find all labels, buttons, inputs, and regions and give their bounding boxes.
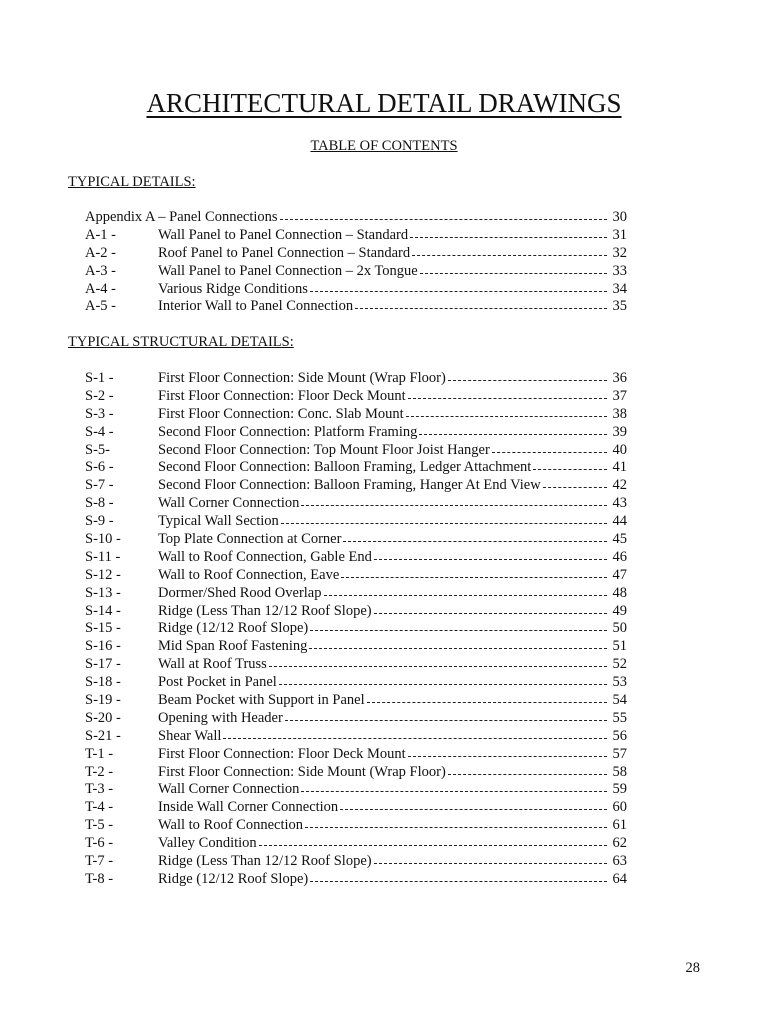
toc-entry xyxy=(85,674,627,692)
dotted-leader xyxy=(406,416,607,417)
table-of-contents-heading: TABLE OF CONTENTS xyxy=(310,138,458,154)
toc-entry-title: Opening with Header xyxy=(158,709,283,726)
toc-entry-page: 59 xyxy=(612,781,627,798)
toc-entry-title: Shear Wall xyxy=(158,727,222,744)
toc-entry-code: S-6 - xyxy=(85,459,114,476)
section-heading-typical-details: TYPICAL DETAILS: xyxy=(68,174,196,190)
dotted-leader xyxy=(223,738,607,739)
toc-entry-title: First Floor Connection: Side Mount (Wrap Floor) xyxy=(158,763,446,780)
toc-entry xyxy=(85,406,627,424)
dotted-leader xyxy=(408,398,607,399)
toc-entry xyxy=(85,853,627,871)
dotted-leader xyxy=(301,505,607,506)
toc-entry-page: 56 xyxy=(612,727,627,744)
dotted-leader xyxy=(374,559,607,560)
toc-entry-title: Ridge (Less Than 12/12 Roof Slope) xyxy=(158,853,372,870)
dotted-leader xyxy=(280,219,607,220)
toc-entry-title: First Floor Connection: Floor Deck Mount xyxy=(158,387,406,404)
toc-entry-page: 35 xyxy=(612,298,627,315)
toc-entry-code: T-7 - xyxy=(85,853,114,870)
toc-entry-page: 44 xyxy=(612,513,627,530)
toc-entry-code: A-1 - xyxy=(85,226,117,243)
toc-entry-code: T-5 - xyxy=(85,817,114,834)
toc-entry-code: A-5 - xyxy=(85,298,117,315)
toc-entry-title: Second Floor Connection: Platform Framing xyxy=(158,423,418,440)
toc-entry xyxy=(85,549,627,567)
toc-entry-title: Roof Panel to Panel Connection – Standard xyxy=(158,244,411,261)
toc-entry xyxy=(85,603,627,621)
toc-entry xyxy=(85,656,627,674)
toc-entry-page: 32 xyxy=(612,244,627,261)
toc-entry-code: S-11 - xyxy=(85,548,121,565)
dotted-leader xyxy=(301,791,607,792)
toc-entry xyxy=(85,531,627,549)
toc-entry xyxy=(85,459,627,477)
toc-list-typical-structural-details xyxy=(85,370,627,889)
dotted-leader xyxy=(285,720,607,721)
toc-entry xyxy=(85,245,627,263)
toc-entry-code: S-12 - xyxy=(85,566,121,583)
toc-entry xyxy=(85,692,627,710)
toc-entry-code: S-5- xyxy=(85,441,110,458)
toc-entry-page: 64 xyxy=(612,870,627,887)
dotted-leader xyxy=(408,756,607,757)
toc-entry-title: Ridge (12/12 Roof Slope) xyxy=(158,620,309,637)
toc-entry-page: 57 xyxy=(612,745,627,762)
dotted-leader xyxy=(543,487,607,488)
dotted-leader xyxy=(419,434,607,435)
toc-entry-title: Wall Panel to Panel Connection – Standard xyxy=(158,226,409,243)
toc-entry xyxy=(85,227,627,245)
dotted-leader xyxy=(305,827,607,828)
toc-entry-title: Inside Wall Corner Connection xyxy=(158,799,339,816)
dotted-leader xyxy=(533,469,607,470)
toc-entry-title: Valley Condition xyxy=(158,835,257,852)
toc-entry-page: 50 xyxy=(612,620,627,637)
toc-entry xyxy=(85,764,627,782)
toc-entry xyxy=(85,424,627,442)
toc-entry-page: 39 xyxy=(612,423,627,440)
toc-entry-title: Wall Panel to Panel Connection – 2x Tongue xyxy=(158,262,418,279)
toc-entry-code: S-15 - xyxy=(85,620,121,637)
toc-entry-page: 63 xyxy=(612,853,627,870)
toc-entry-title: Dormer/Shed Rood Overlap xyxy=(158,584,322,601)
toc-entry-code: S-17 - xyxy=(85,656,121,673)
toc-entry-title: Second Floor Connection: Balloon Framing, Ledger Attachment xyxy=(158,459,532,476)
toc-entry-title: First Floor Connection: Side Mount (Wrap Floor) xyxy=(158,370,446,386)
toc-entry-code: S-9 - xyxy=(85,513,114,530)
toc-entry xyxy=(85,281,627,299)
toc-entry-code: S-20 - xyxy=(85,709,121,726)
toc-entry-title: Second Floor Connection: Top Mount Floor Joist Hanger xyxy=(158,441,490,458)
toc-entry-code: S-13 - xyxy=(85,584,121,601)
toc-entry-code: S-14 - xyxy=(85,602,121,619)
toc-entry xyxy=(85,620,627,638)
toc-entry-title: Second Floor Connection: Balloon Framing, Hanger At End View xyxy=(158,477,541,494)
toc-entry-page: 30 xyxy=(612,209,627,225)
toc-entry-page: 48 xyxy=(612,584,627,601)
toc-entry-code: T-6 - xyxy=(85,835,114,852)
toc-entry xyxy=(85,477,627,495)
toc-entry-code: S-18 - xyxy=(85,674,121,691)
dotted-leader xyxy=(340,809,607,810)
toc-entry xyxy=(85,710,627,728)
dotted-leader xyxy=(343,541,607,542)
toc-entry xyxy=(85,799,627,817)
toc-entry-code: S-10 - xyxy=(85,531,121,548)
toc-entry xyxy=(85,638,627,656)
toc-entry-page: 36 xyxy=(612,370,627,386)
toc-entry-code: T-4 - xyxy=(85,799,114,816)
dotted-leader xyxy=(367,702,607,703)
toc-entry xyxy=(85,370,627,388)
toc-entry-title: Wall Corner Connection xyxy=(158,495,300,512)
toc-entry xyxy=(85,298,627,316)
toc-entry-page: 42 xyxy=(612,477,627,494)
dotted-leader xyxy=(448,380,607,381)
toc-list-typical-details xyxy=(85,209,627,316)
dotted-leader xyxy=(310,881,607,882)
toc-entry-code: S-8 - xyxy=(85,495,114,512)
toc-entry-page: 46 xyxy=(612,548,627,565)
toc-entry-page: 38 xyxy=(612,405,627,422)
toc-entry-code: A-4 - xyxy=(85,280,117,297)
toc-entry-title: Wall to Roof Connection xyxy=(158,817,304,834)
dotted-leader xyxy=(269,666,607,667)
dotted-leader xyxy=(259,845,607,846)
toc-entry xyxy=(85,871,627,889)
toc-entry-page: 33 xyxy=(612,262,627,279)
toc-entry-title: Interior Wall to Panel Connection xyxy=(158,298,354,315)
toc-entry xyxy=(85,442,627,460)
dotted-leader xyxy=(341,577,607,578)
toc-entry-page: 49 xyxy=(612,602,627,619)
toc-entry-title: Post Pocket in Panel xyxy=(158,674,277,691)
toc-entry-code: T-1 - xyxy=(85,745,114,762)
toc-entry-page: 51 xyxy=(612,638,627,655)
dotted-leader xyxy=(281,523,607,524)
toc-entry-code: T-2 - xyxy=(85,763,114,780)
toc-entry xyxy=(85,781,627,799)
toc-entry-page: 60 xyxy=(612,799,627,816)
toc-entry xyxy=(85,835,627,853)
dotted-leader xyxy=(324,595,608,596)
toc-entry-page: 55 xyxy=(612,709,627,726)
toc-entry-page: 47 xyxy=(612,566,627,583)
toc-entry-title: Mid Span Roof Fastening xyxy=(158,638,308,655)
toc-entry-title: Ridge (12/12 Roof Slope) xyxy=(158,870,309,887)
dotted-leader xyxy=(310,630,607,631)
toc-entry-page: 58 xyxy=(612,763,627,780)
toc-entry-page: 43 xyxy=(612,495,627,512)
page-number: 28 xyxy=(685,960,700,976)
dotted-leader xyxy=(310,291,607,292)
toc-entry-title: Typical Wall Section xyxy=(158,513,279,530)
toc-entry-page: 34 xyxy=(612,280,627,297)
page-title: ARCHITECTURAL DETAIL DRAWINGS xyxy=(146,88,622,118)
toc-entry-code: S-16 - xyxy=(85,638,121,655)
toc-entry xyxy=(85,263,627,281)
toc-entry-title: Wall to Roof Connection, Gable End xyxy=(158,548,372,565)
toc-entry-title: Wall to Roof Connection, Eave xyxy=(158,566,340,583)
dotted-leader xyxy=(374,863,607,864)
toc-entry-page: 37 xyxy=(612,387,627,404)
dotted-leader xyxy=(492,452,607,453)
toc-entry-code: A-3 - xyxy=(85,262,117,279)
toc-entry-code: S-1 - xyxy=(85,370,114,386)
dotted-leader xyxy=(448,774,607,775)
dotted-leader xyxy=(279,684,607,685)
dotted-leader xyxy=(355,308,607,309)
toc-entry xyxy=(85,728,627,746)
toc-entry-page: 54 xyxy=(612,692,627,709)
toc-entry-code: T-8 - xyxy=(85,870,114,887)
toc-entry-page: 41 xyxy=(612,459,627,476)
dotted-leader xyxy=(420,273,607,274)
toc-entry xyxy=(85,567,627,585)
toc-entry-title: Appendix A – Panel Connections xyxy=(85,209,278,225)
toc-entry-code: S-4 - xyxy=(85,423,114,440)
toc-entry xyxy=(85,388,627,406)
dotted-leader xyxy=(412,255,607,256)
toc-entry xyxy=(85,495,627,513)
toc-entry-code: T-3 - xyxy=(85,781,114,798)
toc-entry xyxy=(85,746,627,764)
toc-entry-page: 52 xyxy=(612,656,627,673)
toc-entry-page: 40 xyxy=(612,441,627,458)
toc-entry-code: A-2 - xyxy=(85,244,117,261)
toc-entry xyxy=(85,817,627,835)
toc-entry-title: Wall at Roof Truss xyxy=(158,656,267,673)
toc-entry-page: 62 xyxy=(612,835,627,852)
toc-entry-title: Top Plate Connection at Corner xyxy=(158,531,342,548)
dotted-leader xyxy=(309,648,607,649)
toc-entry-page: 31 xyxy=(612,226,627,243)
toc-entry xyxy=(85,209,627,227)
section-heading-typical-structural-details: TYPICAL STRUCTURAL DETAILS: xyxy=(68,334,294,350)
toc-entry-title: First Floor Connection: Floor Deck Mount xyxy=(158,745,406,762)
dotted-leader xyxy=(410,237,607,238)
toc-entry xyxy=(85,585,627,603)
toc-entry-title: Beam Pocket with Support in Panel xyxy=(158,692,365,709)
toc-entry-page: 53 xyxy=(612,674,627,691)
toc-entry xyxy=(85,513,627,531)
toc-entry-code: S-7 - xyxy=(85,477,114,494)
toc-entry-title: Wall Corner Connection xyxy=(158,781,300,798)
toc-entry-title: Various Ridge Conditions xyxy=(158,280,308,297)
toc-entry-title: First Floor Connection: Conc. Slab Mount xyxy=(158,405,404,422)
toc-entry-code: S-3 - xyxy=(85,405,114,422)
toc-entry-page: 61 xyxy=(612,817,627,834)
toc-entry-page: 45 xyxy=(612,531,627,548)
toc-entry-code: S-19 - xyxy=(85,692,121,709)
toc-entry-code: S-2 - xyxy=(85,387,114,404)
toc-entry-code: S-21 - xyxy=(85,727,121,744)
dotted-leader xyxy=(374,613,607,614)
toc-entry-title: Ridge (Less Than 12/12 Roof Slope) xyxy=(158,602,372,619)
